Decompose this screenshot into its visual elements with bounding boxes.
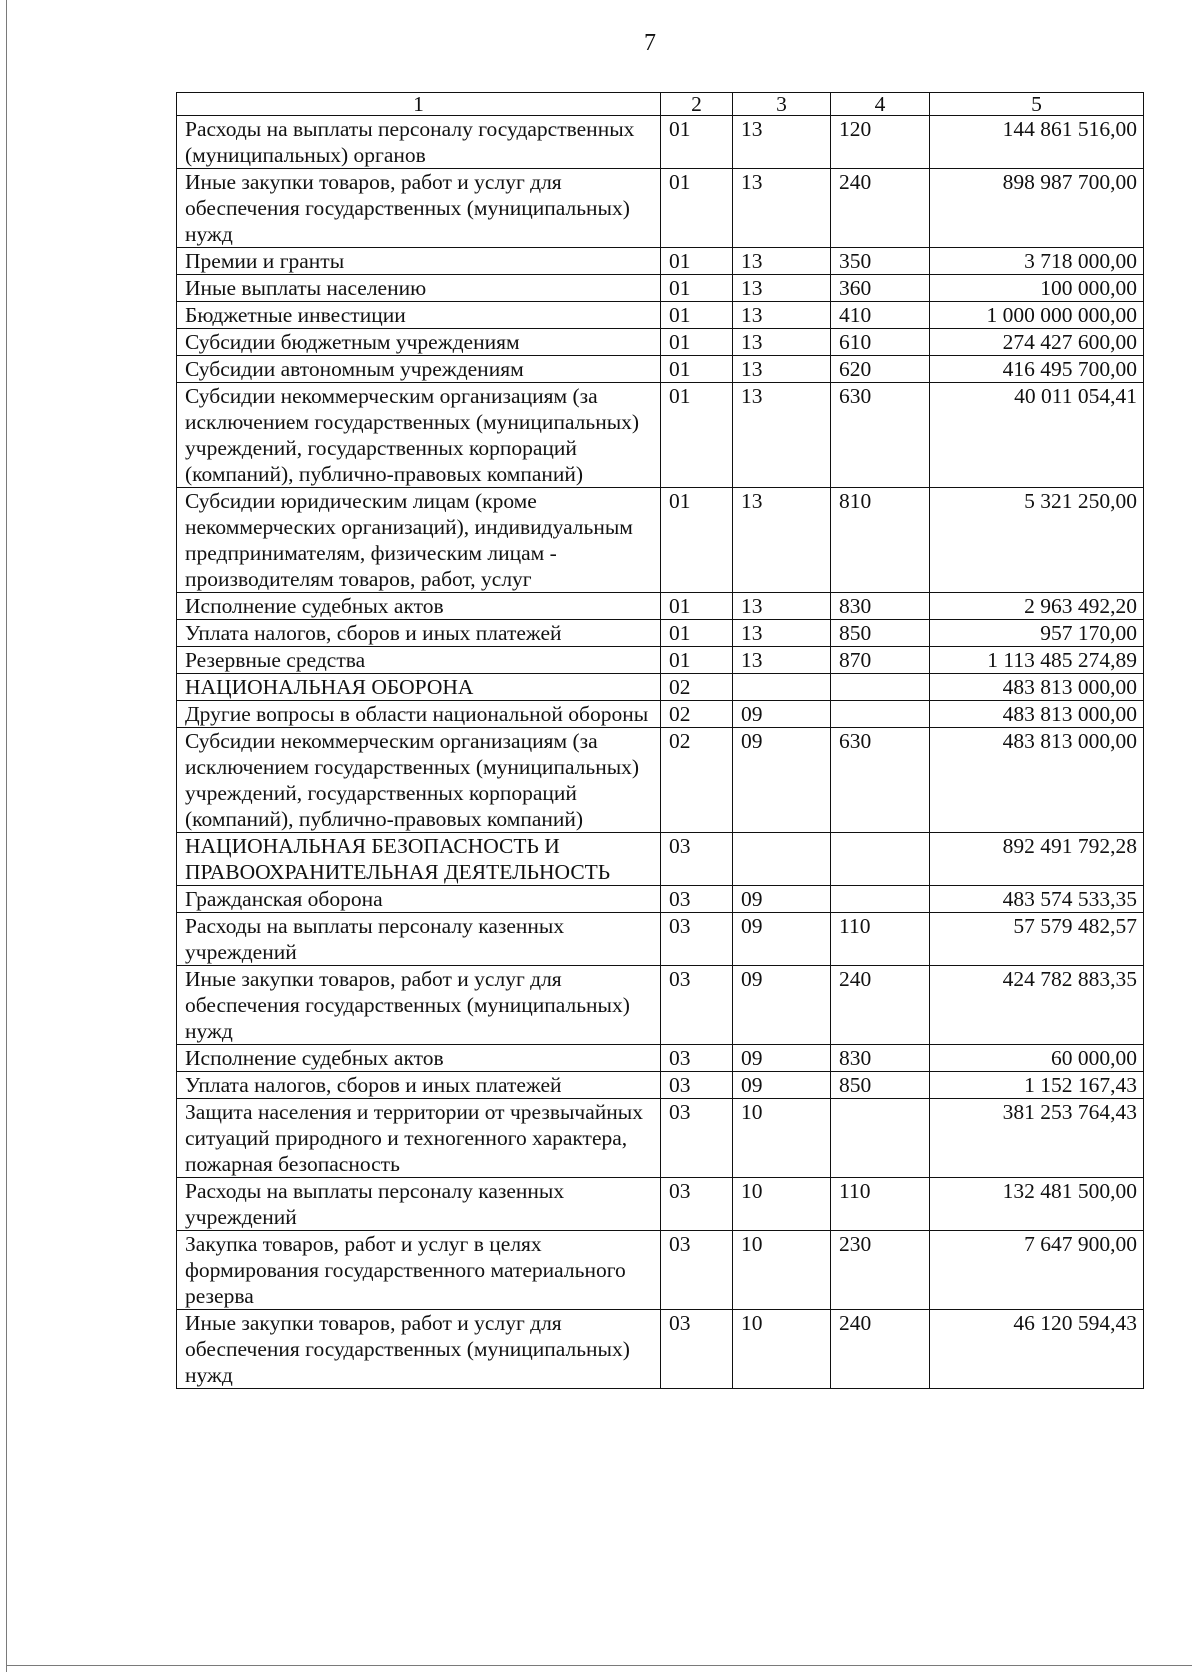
row-expense-type-code	[831, 886, 930, 913]
row-name: НАЦИОНАЛЬНАЯ БЕЗОПАСНОСТЬ И ПРАВООХРАНИТЕЛЬНАЯ ДЕЯТЕЛЬНОСТЬ	[177, 833, 661, 886]
row-subsection-code	[733, 674, 831, 701]
table-row	[177, 913, 1144, 966]
row-section-code: 01	[661, 647, 733, 674]
table-row	[177, 302, 1144, 329]
row-name: Защита населения и территории от чрезвычайных ситуаций природного и техногенного характера, пожарная безопасность	[177, 1099, 661, 1178]
row-section-code: 01	[661, 329, 733, 356]
row-section-code: 02	[661, 701, 733, 728]
row-name: Субсидии некоммерческим организациям (за исключением государственных (муниципальных) учреждений, государственных корпораций (компаний), публично-правовых компаний)	[177, 383, 661, 488]
table-row	[177, 701, 1144, 728]
row-amount: 2 963 492,20	[930, 593, 1144, 620]
row-section-code: 03	[661, 1178, 733, 1231]
row-expense-type-code: 830	[831, 593, 930, 620]
row-name: Расходы на выплаты персоналу казенных учреждений	[177, 1178, 661, 1231]
row-name: Премии и гранты	[177, 248, 661, 275]
row-expense-type-code: 810	[831, 488, 930, 593]
budget-table	[176, 92, 1144, 1389]
row-name: Субсидии юридическим лицам (кроме некоммерческих организаций), индивидуальным предпринимателям, физическим лицам - производителям товаров, работ, услуг	[177, 488, 661, 593]
row-section-code: 01	[661, 620, 733, 647]
row-amount: 957 170,00	[930, 620, 1144, 647]
table-row	[177, 674, 1144, 701]
table-row	[177, 1178, 1144, 1231]
row-amount: 898 987 700,00	[930, 169, 1144, 248]
row-subsection-code	[733, 833, 831, 886]
row-section-code: 03	[661, 886, 733, 913]
row-subsection-code: 09	[733, 913, 831, 966]
row-name: Субсидии автономным учреждениям	[177, 356, 661, 383]
row-subsection-code: 09	[733, 966, 831, 1045]
row-expense-type-code: 620	[831, 356, 930, 383]
row-expense-type-code: 240	[831, 169, 930, 248]
row-subsection-code: 10	[733, 1310, 831, 1389]
row-expense-type-code: 350	[831, 248, 930, 275]
table-row	[177, 356, 1144, 383]
row-expense-type-code: 240	[831, 1310, 930, 1389]
table-row	[177, 728, 1144, 833]
row-name: Иные выплаты населению	[177, 275, 661, 302]
row-subsection-code: 10	[733, 1099, 831, 1178]
row-subsection-code: 13	[733, 383, 831, 488]
row-name: Иные закупки товаров, работ и услуг для обеспечения государственных (муниципальных) нужд	[177, 169, 661, 248]
row-amount: 7 647 900,00	[930, 1231, 1144, 1310]
row-expense-type-code: 110	[831, 1178, 930, 1231]
header-col-5: 5	[930, 93, 1144, 116]
header-col-4: 4	[831, 93, 930, 116]
row-section-code: 01	[661, 275, 733, 302]
row-subsection-code: 13	[733, 275, 831, 302]
row-name: Субсидии бюджетным учреждениям	[177, 329, 661, 356]
row-expense-type-code: 630	[831, 728, 930, 833]
row-subsection-code: 13	[733, 169, 831, 248]
row-amount: 892 491 792,28	[930, 833, 1144, 886]
row-name: Исполнение судебных актов	[177, 1045, 661, 1072]
table-row	[177, 886, 1144, 913]
row-amount: 60 000,00	[930, 1045, 1144, 1072]
row-section-code: 02	[661, 674, 733, 701]
table-row	[177, 647, 1144, 674]
row-subsection-code: 13	[733, 620, 831, 647]
row-section-code: 03	[661, 1045, 733, 1072]
row-section-code: 03	[661, 966, 733, 1045]
row-subsection-code: 09	[733, 1045, 831, 1072]
header-col-1: 1	[177, 93, 661, 116]
row-expense-type-code: 850	[831, 1072, 930, 1099]
row-section-code: 03	[661, 913, 733, 966]
row-amount: 483 813 000,00	[930, 674, 1144, 701]
row-amount: 144 861 516,00	[930, 116, 1144, 169]
row-subsection-code: 13	[733, 329, 831, 356]
row-expense-type-code: 360	[831, 275, 930, 302]
header-row	[177, 93, 1144, 116]
table-row	[177, 169, 1144, 248]
row-expense-type-code: 120	[831, 116, 930, 169]
row-subsection-code: 13	[733, 647, 831, 674]
table-row	[177, 833, 1144, 886]
table-row	[177, 966, 1144, 1045]
table-row	[177, 275, 1144, 302]
row-name: Резервные средства	[177, 647, 661, 674]
row-name: Расходы на выплаты персоналу государственных (муниципальных) органов	[177, 116, 661, 169]
row-amount: 274 427 600,00	[930, 329, 1144, 356]
row-expense-type-code: 410	[831, 302, 930, 329]
row-section-code: 03	[661, 1099, 733, 1178]
row-amount: 46 120 594,43	[930, 1310, 1144, 1389]
row-amount: 483 574 533,35	[930, 886, 1144, 913]
row-name: Расходы на выплаты персоналу казенных учреждений	[177, 913, 661, 966]
row-section-code: 01	[661, 248, 733, 275]
row-name: НАЦИОНАЛЬНАЯ ОБОРОНА	[177, 674, 661, 701]
row-name: Уплата налогов, сборов и иных платежей	[177, 1072, 661, 1099]
row-amount: 132 481 500,00	[930, 1178, 1144, 1231]
table-row	[177, 593, 1144, 620]
row-name: Уплата налогов, сборов и иных платежей	[177, 620, 661, 647]
row-subsection-code: 13	[733, 488, 831, 593]
row-section-code: 01	[661, 488, 733, 593]
table-row	[177, 1099, 1144, 1178]
row-subsection-code: 13	[733, 593, 831, 620]
row-section-code: 01	[661, 302, 733, 329]
row-subsection-code: 13	[733, 356, 831, 383]
row-name: Гражданская оборона	[177, 886, 661, 913]
row-amount: 416 495 700,00	[930, 356, 1144, 383]
table-row	[177, 620, 1144, 647]
header-col-3: 3	[733, 93, 831, 116]
row-expense-type-code: 830	[831, 1045, 930, 1072]
table-row	[177, 383, 1144, 488]
row-section-code: 03	[661, 1310, 733, 1389]
row-subsection-code: 10	[733, 1231, 831, 1310]
row-amount: 5 321 250,00	[930, 488, 1144, 593]
row-subsection-code: 09	[733, 728, 831, 833]
row-amount: 381 253 764,43	[930, 1099, 1144, 1178]
row-section-code: 01	[661, 593, 733, 620]
row-name: Иные закупки товаров, работ и услуг для обеспечения государственных (муниципальных) нужд	[177, 966, 661, 1045]
table-row	[177, 1231, 1144, 1310]
row-amount: 1 152 167,43	[930, 1072, 1144, 1099]
table-row	[177, 248, 1144, 275]
row-section-code: 03	[661, 833, 733, 886]
scan-bottom-edge	[6, 1665, 1192, 1666]
row-subsection-code: 09	[733, 1072, 831, 1099]
row-subsection-code: 10	[733, 1178, 831, 1231]
row-section-code: 02	[661, 728, 733, 833]
row-name: Субсидии некоммерческим организациям (за исключением государственных (муниципальных) учреждений, государственных корпораций (компаний), публично-правовых компаний)	[177, 728, 661, 833]
row-section-code: 01	[661, 383, 733, 488]
table-body	[177, 116, 1144, 1389]
row-amount: 3 718 000,00	[930, 248, 1144, 275]
row-amount: 483 813 000,00	[930, 701, 1144, 728]
row-expense-type-code: 240	[831, 966, 930, 1045]
row-amount: 40 011 054,41	[930, 383, 1144, 488]
row-section-code: 03	[661, 1072, 733, 1099]
row-expense-type-code: 630	[831, 383, 930, 488]
table-row	[177, 488, 1144, 593]
table-row	[177, 1045, 1144, 1072]
row-section-code: 01	[661, 116, 733, 169]
row-expense-type-code: 870	[831, 647, 930, 674]
row-name: Закупка товаров, работ и услуг в целях формирования государственного материального резерва	[177, 1231, 661, 1310]
table-row	[177, 116, 1144, 169]
row-expense-type-code: 110	[831, 913, 930, 966]
row-section-code: 01	[661, 169, 733, 248]
scan-left-edge	[6, 0, 7, 1672]
row-name: Бюджетные инвестиции	[177, 302, 661, 329]
header-col-2: 2	[661, 93, 733, 116]
row-subsection-code: 13	[733, 248, 831, 275]
row-section-code: 01	[661, 356, 733, 383]
table-row	[177, 1072, 1144, 1099]
row-expense-type-code	[831, 833, 930, 886]
row-name: Исполнение судебных актов	[177, 593, 661, 620]
row-subsection-code: 09	[733, 701, 831, 728]
row-expense-type-code: 610	[831, 329, 930, 356]
table-row	[177, 329, 1144, 356]
row-name: Иные закупки товаров, работ и услуг для обеспечения государственных (муниципальных) нужд	[177, 1310, 661, 1389]
table-row	[177, 1310, 1144, 1389]
row-subsection-code: 09	[733, 886, 831, 913]
row-expense-type-code: 230	[831, 1231, 930, 1310]
row-amount: 483 813 000,00	[930, 728, 1144, 833]
row-expense-type-code	[831, 1099, 930, 1178]
row-amount: 1 113 485 274,89	[930, 647, 1144, 674]
row-subsection-code: 13	[733, 302, 831, 329]
row-expense-type-code	[831, 701, 930, 728]
row-amount: 57 579 482,57	[930, 913, 1144, 966]
row-expense-type-code: 850	[831, 620, 930, 647]
row-name: Другие вопросы в области национальной обороны	[177, 701, 661, 728]
page-number: 7	[644, 30, 656, 56]
row-subsection-code: 13	[733, 116, 831, 169]
row-amount: 100 000,00	[930, 275, 1144, 302]
row-amount: 1 000 000 000,00	[930, 302, 1144, 329]
row-amount: 424 782 883,35	[930, 966, 1144, 1045]
row-section-code: 03	[661, 1231, 733, 1310]
row-expense-type-code	[831, 674, 930, 701]
